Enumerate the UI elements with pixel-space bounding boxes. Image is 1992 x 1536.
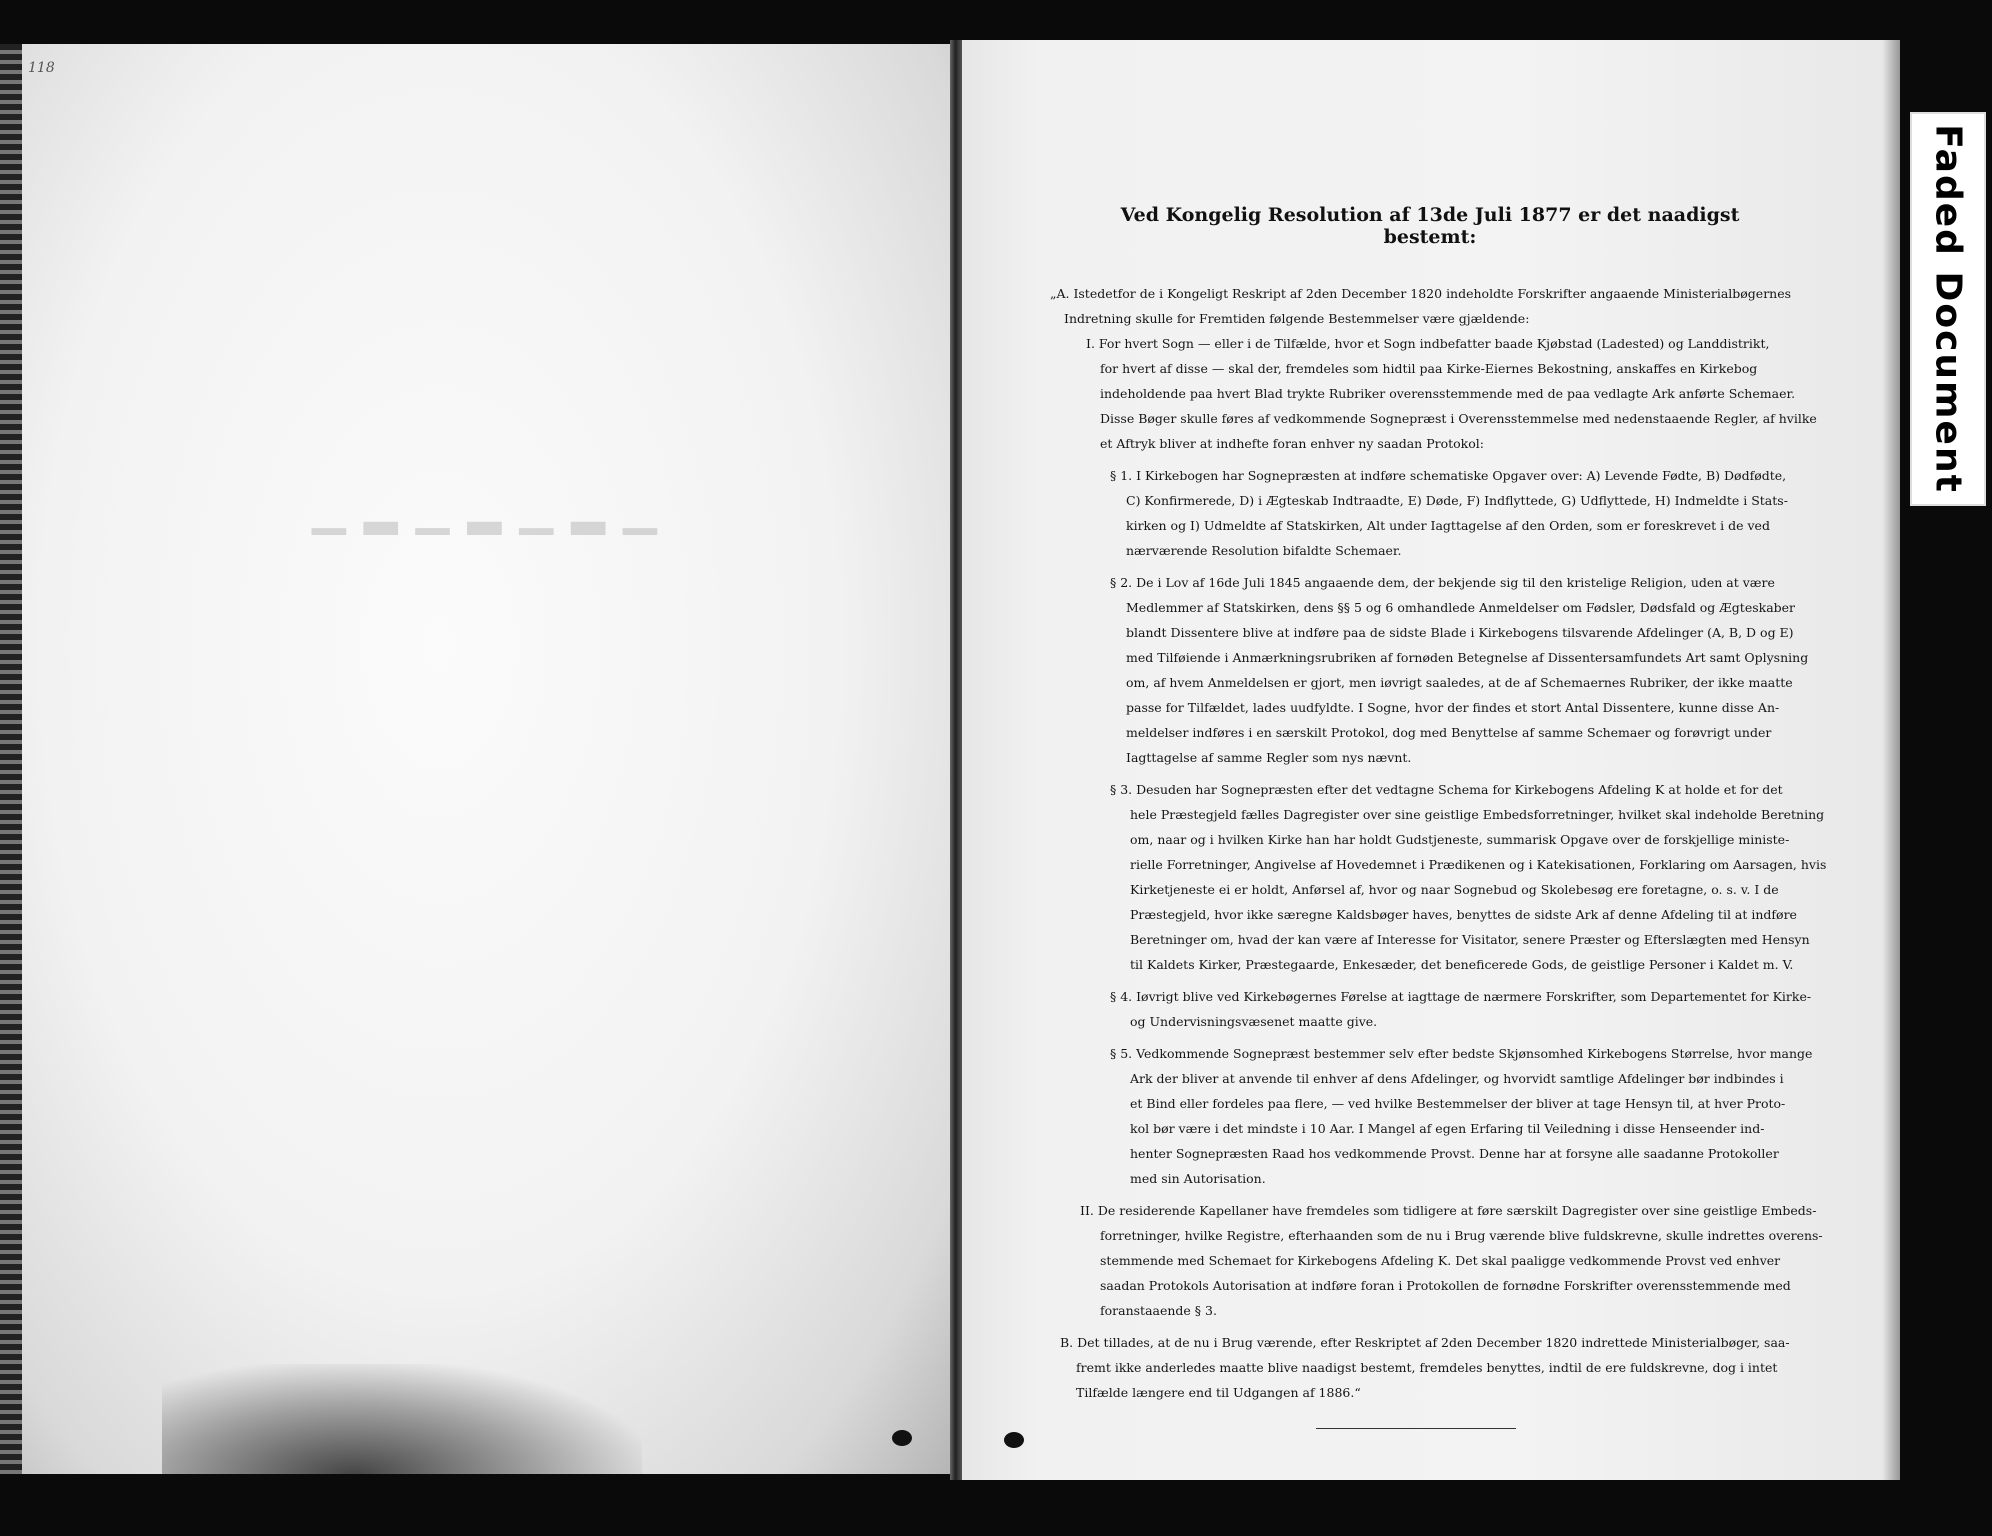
text-line: C) Konfirmerede, D) i Ægteskab Indtraadte, E) Døde, F) Indflyttede, G) Udflyttede, H) Indmeldte i Stats- bbox=[1126, 493, 1788, 508]
text-line: kirken og I) Udmeldte af Statskirken, Alt under Iagttagelse af den Orden, som er foreskrevet i de ved bbox=[1126, 518, 1770, 533]
perforated-edge bbox=[0, 44, 22, 1474]
text-line: § 4. Iøvrigt blive ved Kirkebøgernes Førelse at iagttage de nærmere Forskrifter, som Departementet for Kirke- bbox=[1110, 989, 1812, 1004]
text-line: henter Sognepræsten Raad hos vedkommende Provst. Denne har at forsyne alle saadanne Protokoller bbox=[1130, 1146, 1779, 1161]
text-line: hele Præstegjeld fælles Dagregister over sine geistlige Embedsforretninger, hvilket skal indeholde Beretning bbox=[1130, 807, 1825, 822]
page-folio: 118 bbox=[28, 60, 55, 76]
ink-smudge bbox=[162, 1364, 642, 1474]
text-line: Kirketjeneste ei er holdt, Anførsel af, hvor og naar Sognebud og Skolebesøg ere foretagne, o. s. v. I de bbox=[1130, 882, 1779, 897]
text-line: Præstegjeld, hvor ikke særegne Kaldsbøger haves, benyttes de sidste Ark af denne Afdeling til at indføre bbox=[1130, 907, 1797, 922]
faded-document-tab bbox=[1910, 112, 1986, 506]
text-line: Iagttagelse af samme Regler som nys nævnt. bbox=[1126, 750, 1412, 765]
text-line: fremt ikke anderledes maatte blive naadigst bestemt, fremdeles benyttes, indtil de ere fuldskrevne, dog i intet bbox=[1076, 1360, 1778, 1375]
text-line: et Aftryk bliver at indhefte foran enhver ny saadan Protokol: bbox=[1100, 436, 1484, 451]
text-line: saadan Protokols Autorisation at indføre foran i Protokollen de fornødne Forskrifter overensstemmende med bbox=[1100, 1278, 1791, 1293]
text-line: B. Det tillades, at de nu i Brug værende, efter Reskriptet af 2den December 1820 indrettede Ministerialbøger, saa- bbox=[1060, 1335, 1790, 1350]
text-line: § 3. Desuden har Sognepræsten efter det vedtagne Schema for Kirkebogens Afdeling K at holde et for det bbox=[1110, 782, 1783, 797]
text-line: Disse Bøger skulle føres af vedkommende Sognepræst i Overensstemmelse med nedenstaaende Regler, af hvilke bbox=[1100, 411, 1817, 426]
text-line: med sin Autorisation. bbox=[1130, 1171, 1266, 1186]
text-line: nærværende Resolution bifaldte Schemaer. bbox=[1126, 543, 1402, 558]
bleed-through-text: ▁▂▁▂▁▂▁ bbox=[312, 484, 675, 535]
text-line: kol bør være i det mindste i 10 Aar. I Mangel af egen Erfaring til Veiledning i disse Henseender ind- bbox=[1130, 1121, 1765, 1136]
text-line: § 1. I Kirkebogen har Sognepræsten at indføre schematiske Opgaver over: A) Levende Fødte, B) Dødfødte, bbox=[1110, 468, 1787, 483]
closing-rule bbox=[1316, 1428, 1516, 1429]
binding-hole bbox=[1004, 1432, 1024, 1448]
text-line: rielle Forretninger, Angivelse af Hovedemnet i Prædikenen og i Katekisationen, Forklaring om Aarsagen, hvis bbox=[1130, 857, 1827, 872]
text-line: blandt Dissentere blive at indføre paa de sidste Blade i Kirkebogens tilsvarende Afdelinger (A, B, D og E) bbox=[1126, 625, 1794, 640]
right-page bbox=[962, 40, 1900, 1480]
text-line: et Bind eller fordeles paa flere, — ved hvilke Bestemmelser der bliver at tage Hensyn til, at hver Proto- bbox=[1130, 1096, 1786, 1111]
text-line: meldelser indføres i en særskilt Protokol, dog med Benyttelse af samme Schemaer og forøvrigt under bbox=[1126, 725, 1772, 740]
text-line: Medlemmer af Statskirken, dens §§ 5 og 6 omhandlede Anmeldelser om Fødsler, Dødsfald og Ægteskaber bbox=[1126, 600, 1796, 615]
resolution-title: Ved Kongelig Resolution af 13de Juli 1877 er det naadigst bestemt: bbox=[1120, 204, 1740, 248]
text-line: § 2. De i Lov af 16de Juli 1845 angaaende dem, der bekjende sig til den kristelige Religion, uden at være bbox=[1110, 575, 1775, 590]
text-line: II. De residerende Kapellaner have fremdeles som tidligere at føre særskilt Dagregister over sine geistlige Embeds- bbox=[1080, 1203, 1817, 1218]
text-line: Tilfælde længere end til Udgangen af 1886.“ bbox=[1076, 1385, 1361, 1400]
text-line: Ark der bliver at anvende til enhver af dens Afdelinger, og hvorvidt samtlige Afdelinger bør indbindes i bbox=[1130, 1071, 1784, 1086]
book-spine bbox=[950, 40, 962, 1480]
text-line: og Undervisningsvæsenet maatte give. bbox=[1130, 1014, 1378, 1029]
text-line: til Kaldets Kirker, Præstegaarde, Enkesæder, det beneficerede Gods, de geistlige Personer i Kaldet m. V. bbox=[1130, 957, 1794, 972]
text-line: om, naar og i hvilken Kirke han har holdt Gudstjeneste, summarisk Opgave over de forskjellige ministe- bbox=[1130, 832, 1790, 847]
text-line: stemmende med Schemaet for Kirkebogens Afdeling K. Det skal paaligge vedkommende Provst ved enhver bbox=[1100, 1253, 1781, 1268]
text-line: med Tilføiende i Anmærkningsrubriken af fornøden Betegnelse af Dissentersamfundets Art samt Oplysning bbox=[1126, 650, 1809, 665]
text-line: passe for Tilfældet, lades uudfyldte. I Sogne, hvor der findes et stort Antal Dissentere, kunne disse An- bbox=[1126, 700, 1780, 715]
binding-hole bbox=[892, 1430, 912, 1446]
text-line: om, af hvem Anmeldelsen er gjort, men iøvrigt saaledes, at de af Schemaernes Rubriker, der ikke maatte bbox=[1126, 675, 1793, 690]
page-edge-shadow bbox=[1882, 40, 1900, 1480]
text-line: § 5. Vedkommende Sognepræst bestemmer selv efter bedste Skjønsomhed Kirkebogens Størrelse, hvor mange bbox=[1110, 1046, 1813, 1061]
text-line: for hvert af disse — skal der, fremdeles som hidtil paa Kirke-Eiernes Bekostning, anskaffes en Kirkebog bbox=[1100, 361, 1758, 376]
text-line: forretninger, hvilke Registre, efterhaanden som de nu i Brug værende blive fuldskrevne, skulle indrettes overens- bbox=[1100, 1228, 1823, 1243]
text-line: indeholdende paa hvert Blad trykte Rubriker overensstemmende med de paa vedlagte Ark anførte Schemaer. bbox=[1100, 386, 1796, 401]
text-line: I. For hvert Sogn — eller i de Tilfælde, hvor et Sogn indbefatter baade Kjøbstad (Ladested) og Landdistrikt, bbox=[1086, 336, 1770, 351]
text-line: foranstaaende § 3. bbox=[1100, 1303, 1217, 1318]
text-line: Beretninger om, hvad der kan være af Interesse for Visitator, senere Præster og Efterslægten med Hensyn bbox=[1130, 932, 1810, 947]
left-page bbox=[22, 44, 950, 1474]
text-line: Indretning skulle for Fremtiden følgende Bestemmelser være gjældende: bbox=[1064, 311, 1530, 326]
text-line: „A. Istedetfor de i Kongeligt Reskript af 2den December 1820 indeholdte Forskrifter angaaende Ministerialbøgernes bbox=[1050, 286, 1792, 301]
faded-document-label: Faded Document bbox=[1927, 124, 1969, 494]
